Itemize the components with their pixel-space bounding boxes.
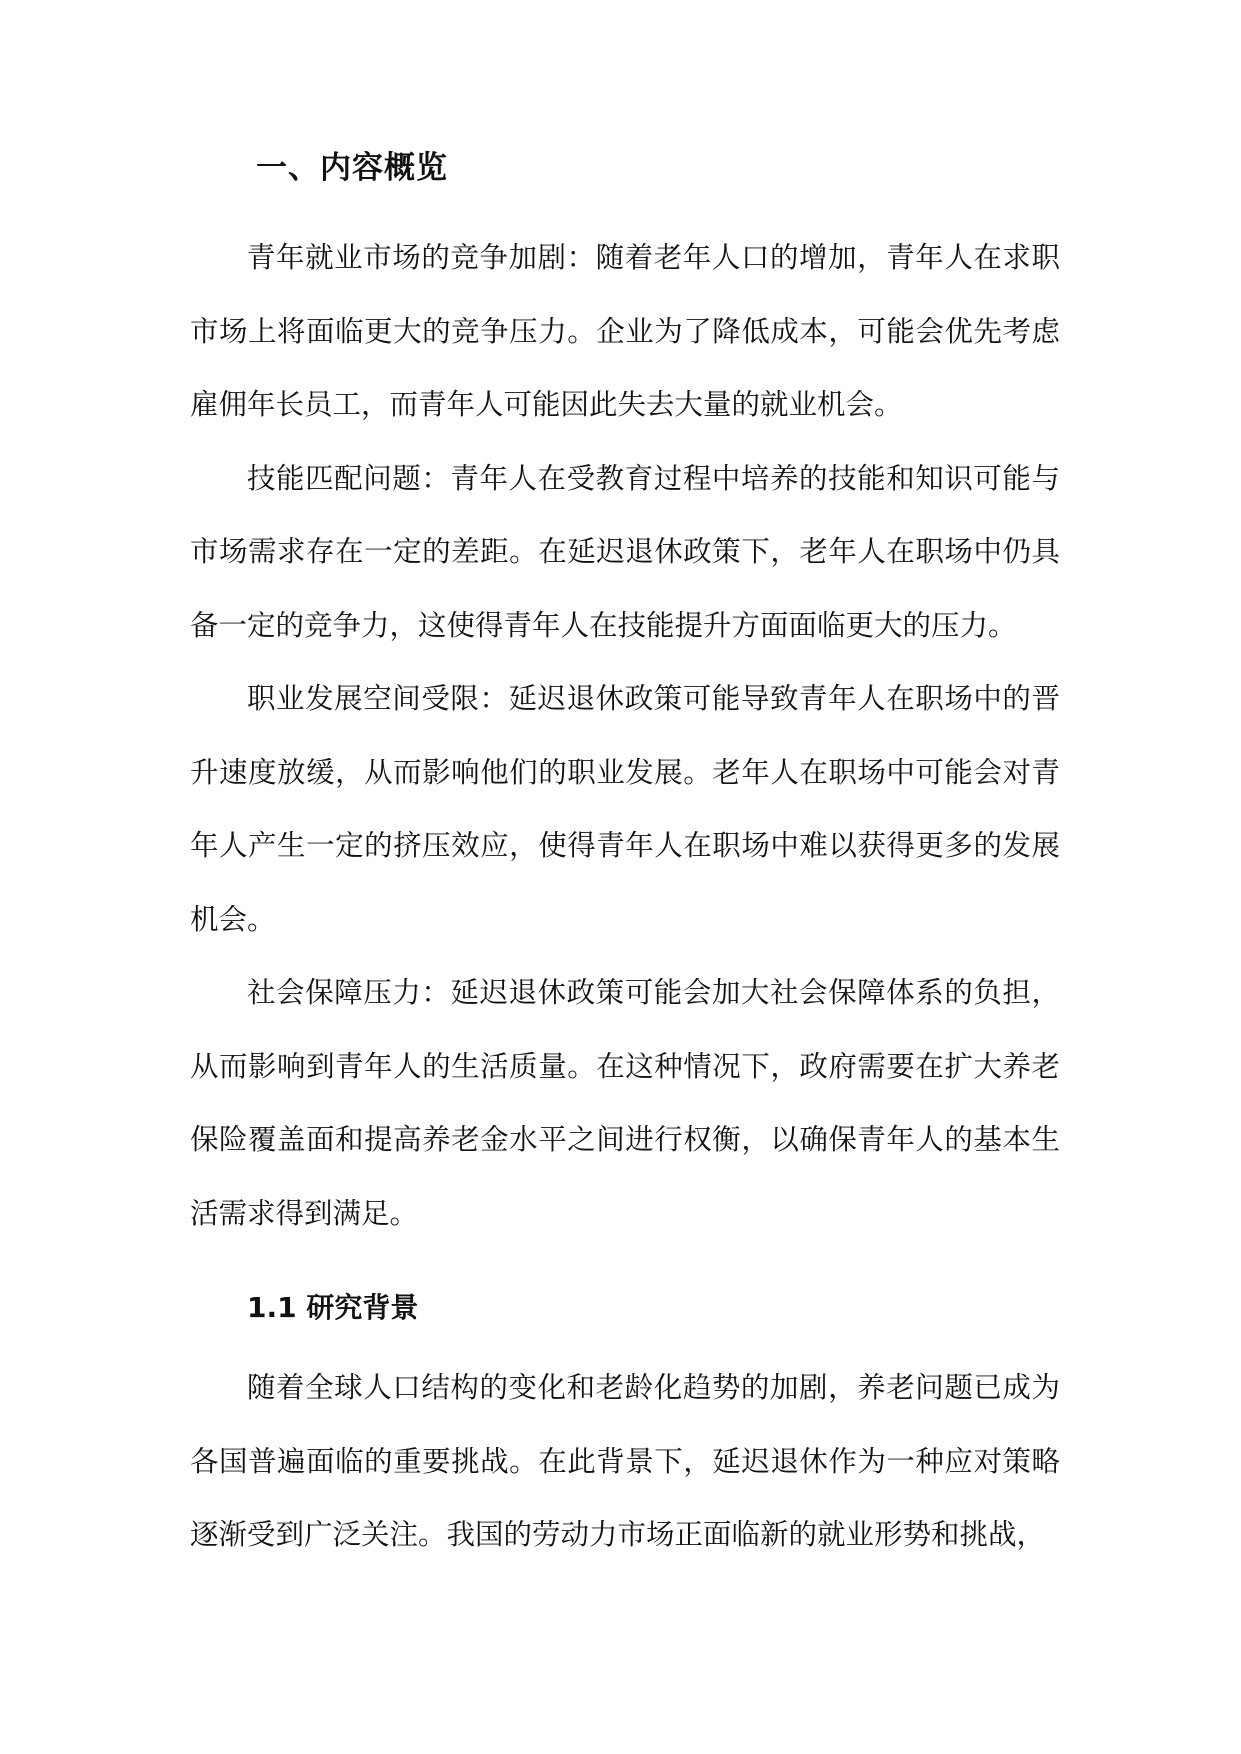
subsection-heading: 1.1 研究背景 — [247, 1291, 419, 1324]
document-body — [190, 148, 1060, 1572]
paragraph-research-background: 随着全球人口结构的变化和老龄化趋势的加剧，养老问题已成为各国普遍面临的重要挑战。在此背景下，延迟退休作为一种应对策略逐渐受到广泛关注。我国的劳动力市场正面临新的就业形势和挑战， — [190, 1371, 1060, 1551]
paragraph-youth-employment-competition: 青年就业市场的竞争加剧：随着老年人口的增加，青年人在求职市场上将面临更大的竞争压力。企业为了降低成本，可能会优先考虑雇佣年长员工，而青年人可能因此失去大量的就业机会。 — [190, 241, 1060, 421]
section-heading: 一、内容概览 — [256, 150, 448, 186]
paragraph-career-development: 职业发展空间受限：延迟退休政策可能导致青年人在职场中的晋升速度放缓，从而影响他们的职业发展。老年人在职场中可能会对青年人产生一定的挤压效应，使得青年人在职场中难以获得更多的发展机会。 — [190, 682, 1060, 936]
paragraph-social-security: 社会保障压力：延迟退休政策可能会加大社会保障体系的负担，从而影响到青年人的生活质量。在这种情况下，政府需要在扩大养老保险覆盖面和提高养老金水平之间进行权衡，以确保青年人的基本生活需求得到满足。 — [190, 976, 1060, 1230]
paragraph-skill-mismatch: 技能匹配问题：青年人在受教育过程中培养的技能和知识可能与市场需求存在一定的差距。在延迟退休政策下，老年人在职场中仍具备一定的竞争力，这使得青年人在技能提升方面面临更大的压力。 — [190, 461, 1060, 642]
